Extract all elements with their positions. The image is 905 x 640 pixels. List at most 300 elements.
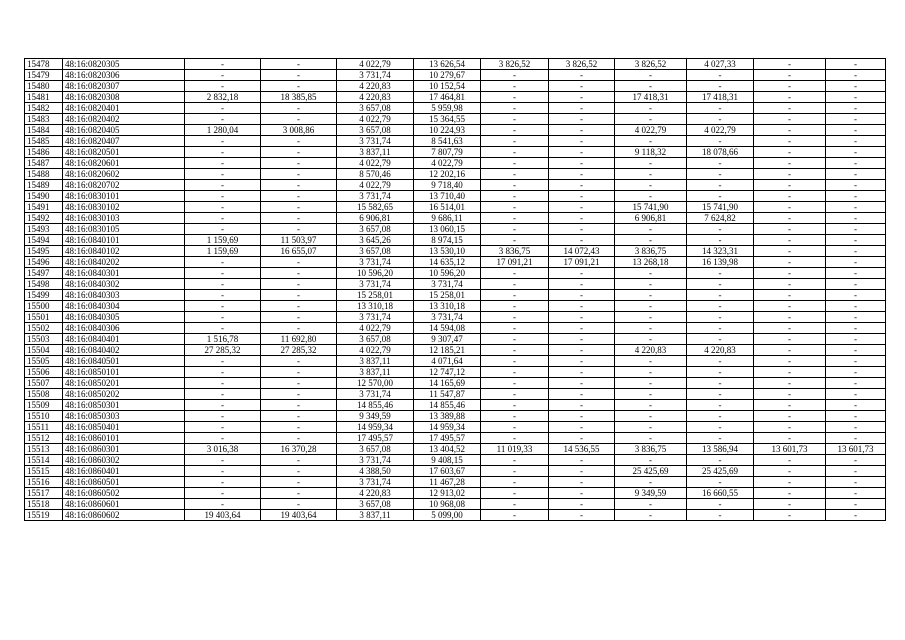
cell-value-1: - — [185, 224, 261, 235]
cell-value-9: - — [754, 81, 826, 92]
cell-cadastral-number: 48:16:0820401 — [63, 103, 185, 114]
cell-row-number: 15486 — [25, 147, 63, 158]
cell-value-2: - — [261, 224, 337, 235]
cell-value-2: - — [261, 301, 337, 312]
table-row — [25, 81, 886, 92]
cell-value-4: 10 152,54 — [414, 81, 481, 92]
cell-value-8: 16 139,98 — [687, 257, 754, 268]
cell-value-6: - — [549, 103, 615, 114]
cell-value-6: - — [549, 224, 615, 235]
cell-value-10: - — [826, 114, 886, 125]
cell-row-number: 15512 — [25, 433, 63, 444]
cell-value-4: 14 635,12 — [414, 257, 481, 268]
cell-value-7: - — [615, 510, 687, 521]
cell-value-5: - — [481, 180, 549, 191]
cell-value-7: 15 741,90 — [615, 202, 687, 213]
cell-value-2: - — [261, 356, 337, 367]
cell-value-2: - — [261, 202, 337, 213]
table-row — [25, 422, 886, 433]
cell-cadastral-number: 48:16:0840501 — [63, 356, 185, 367]
cell-value-5: - — [481, 367, 549, 378]
table-row — [25, 367, 886, 378]
cell-value-7: 13 268,18 — [615, 257, 687, 268]
cell-value-8: - — [687, 422, 754, 433]
cell-value-4: 14 594,08 — [414, 323, 481, 334]
cell-row-number: 15509 — [25, 400, 63, 411]
table-row — [25, 345, 886, 356]
cell-value-1: - — [185, 411, 261, 422]
cell-value-7: 6 906,81 — [615, 213, 687, 224]
cell-value-3: 4 220,83 — [337, 81, 414, 92]
cell-value-10: - — [826, 499, 886, 510]
cell-value-1: - — [185, 169, 261, 180]
cell-row-number: 15478 — [25, 59, 63, 70]
cell-value-5: - — [481, 510, 549, 521]
cell-value-2: - — [261, 488, 337, 499]
cell-value-1: 1 159,69 — [185, 246, 261, 257]
table-row — [25, 246, 886, 257]
cell-value-1: - — [185, 455, 261, 466]
cell-value-6: - — [549, 411, 615, 422]
cell-value-6: - — [549, 499, 615, 510]
cell-value-7: 4 220,83 — [615, 345, 687, 356]
table-row — [25, 279, 886, 290]
table-row — [25, 136, 886, 147]
cell-value-6: - — [549, 235, 615, 246]
cell-value-4: 5 099,00 — [414, 510, 481, 521]
cell-value-8: - — [687, 477, 754, 488]
table-row — [25, 466, 886, 477]
cell-value-3: 4 022,79 — [337, 59, 414, 70]
cell-value-7: - — [615, 301, 687, 312]
cell-value-8: - — [687, 411, 754, 422]
cell-value-4: 5 959,98 — [414, 103, 481, 114]
cell-cadastral-number: 48:16:0820407 — [63, 136, 185, 147]
cell-value-10: - — [826, 466, 886, 477]
table-row — [25, 158, 886, 169]
cell-value-9: - — [754, 158, 826, 169]
cell-value-5: - — [481, 224, 549, 235]
cell-value-2: 16 655,07 — [261, 246, 337, 257]
cell-value-5: - — [481, 158, 549, 169]
cell-cadastral-number: 48:16:0860301 — [63, 444, 185, 455]
cell-value-6: - — [549, 290, 615, 301]
cell-cadastral-number: 48:16:0820306 — [63, 70, 185, 81]
cell-value-7: - — [615, 103, 687, 114]
cell-value-7: - — [615, 334, 687, 345]
cell-value-8: - — [687, 136, 754, 147]
cell-value-9: - — [754, 235, 826, 246]
cell-cadastral-number: 48:16:0820307 — [63, 81, 185, 92]
cell-value-2: - — [261, 213, 337, 224]
table-row — [25, 488, 886, 499]
cell-value-8: - — [687, 180, 754, 191]
cell-value-2: - — [261, 455, 337, 466]
cell-cadastral-number: 48:16:0850202 — [63, 389, 185, 400]
cell-value-10: - — [826, 147, 886, 158]
cell-value-6: - — [549, 202, 615, 213]
cell-value-2: 18 385,85 — [261, 92, 337, 103]
cell-value-1: - — [185, 466, 261, 477]
cell-value-1: 27 285,32 — [185, 345, 261, 356]
cell-value-3: 3 657,08 — [337, 444, 414, 455]
cell-value-3: 4 022,79 — [337, 345, 414, 356]
cell-cadastral-number: 48:16:0820601 — [63, 158, 185, 169]
cell-value-1: - — [185, 279, 261, 290]
cell-value-8: - — [687, 433, 754, 444]
cell-row-number: 15500 — [25, 301, 63, 312]
cell-value-9: - — [754, 510, 826, 521]
cell-value-9: - — [754, 400, 826, 411]
cell-value-1: - — [185, 257, 261, 268]
table-row — [25, 334, 886, 345]
cell-value-6: - — [549, 81, 615, 92]
cell-value-8: 15 741,90 — [687, 202, 754, 213]
cell-value-1: - — [185, 114, 261, 125]
cell-value-9: - — [754, 455, 826, 466]
cell-value-6: - — [549, 477, 615, 488]
cell-value-10: - — [826, 235, 886, 246]
cell-value-6: - — [549, 378, 615, 389]
cell-value-7: - — [615, 455, 687, 466]
cell-value-9: - — [754, 422, 826, 433]
cell-value-9: - — [754, 59, 826, 70]
cell-value-10: - — [826, 257, 886, 268]
cell-value-2: - — [261, 499, 337, 510]
cell-value-10: - — [826, 411, 886, 422]
cell-value-1: - — [185, 70, 261, 81]
cell-cadastral-number: 48:16:0840401 — [63, 334, 185, 345]
cell-value-5: - — [481, 213, 549, 224]
cell-cadastral-number: 48:16:0820405 — [63, 125, 185, 136]
cell-value-7: - — [615, 224, 687, 235]
cell-value-9: - — [754, 323, 826, 334]
cell-value-8: 4 027,33 — [687, 59, 754, 70]
cell-row-number: 15506 — [25, 367, 63, 378]
cell-value-2: 19 403,64 — [261, 510, 337, 521]
cell-value-5: - — [481, 345, 549, 356]
cell-value-10: - — [826, 136, 886, 147]
cell-value-6: - — [549, 169, 615, 180]
cell-value-3: 12 570,00 — [337, 378, 414, 389]
cell-value-5: - — [481, 114, 549, 125]
cell-value-6: - — [549, 334, 615, 345]
cell-value-9: - — [754, 389, 826, 400]
cell-cadastral-number: 48:16:0860601 — [63, 499, 185, 510]
cell-value-1: - — [185, 202, 261, 213]
cell-value-5: - — [481, 400, 549, 411]
cell-row-number: 15481 — [25, 92, 63, 103]
cell-value-4: 11 467,28 — [414, 477, 481, 488]
cell-value-7: 3 836,75 — [615, 246, 687, 257]
cell-cadastral-number: 48:16:0830103 — [63, 213, 185, 224]
cell-value-4: 17 603,67 — [414, 466, 481, 477]
cell-row-number: 15497 — [25, 268, 63, 279]
cell-row-number: 15490 — [25, 191, 63, 202]
cell-value-1: - — [185, 103, 261, 114]
cell-value-10: - — [826, 224, 886, 235]
cell-value-7: - — [615, 367, 687, 378]
cell-value-8: - — [687, 114, 754, 125]
cell-cadastral-number: 48:16:0850201 — [63, 378, 185, 389]
cell-value-5: - — [481, 422, 549, 433]
cell-value-6: 3 826,52 — [549, 59, 615, 70]
cell-value-7: - — [615, 191, 687, 202]
cell-value-10: - — [826, 422, 886, 433]
cell-value-2: 11 692,80 — [261, 334, 337, 345]
cell-value-4: 17 464,81 — [414, 92, 481, 103]
cell-value-5: - — [481, 488, 549, 499]
cell-value-6: - — [549, 158, 615, 169]
cell-value-8: - — [687, 268, 754, 279]
table-row — [25, 125, 886, 136]
cell-value-9: - — [754, 70, 826, 81]
cell-value-8: - — [687, 323, 754, 334]
cell-value-9: - — [754, 246, 826, 257]
cell-value-9: - — [754, 268, 826, 279]
cell-value-3: 3 731,74 — [337, 312, 414, 323]
cell-value-2: - — [261, 389, 337, 400]
cell-value-3: 3 657,08 — [337, 125, 414, 136]
cell-value-9: - — [754, 169, 826, 180]
table-row — [25, 444, 886, 455]
cell-value-3: 13 310,18 — [337, 301, 414, 312]
cell-cadastral-number: 48:16:0820308 — [63, 92, 185, 103]
cell-value-5: 11 019,33 — [481, 444, 549, 455]
cell-value-2: - — [261, 400, 337, 411]
cell-value-3: 14 959,34 — [337, 422, 414, 433]
cell-row-number: 15516 — [25, 477, 63, 488]
cell-value-5: - — [481, 499, 549, 510]
cell-value-9: - — [754, 136, 826, 147]
cell-value-2: - — [261, 312, 337, 323]
cell-value-4: 12 747,12 — [414, 367, 481, 378]
cell-value-6: - — [549, 433, 615, 444]
cell-cadastral-number: 48:16:0820602 — [63, 169, 185, 180]
cell-cadastral-number: 48:16:0860302 — [63, 455, 185, 466]
cell-value-9: - — [754, 279, 826, 290]
cell-value-4: 14 959,34 — [414, 422, 481, 433]
table-row — [25, 411, 886, 422]
cell-row-number: 15513 — [25, 444, 63, 455]
cell-value-8: - — [687, 334, 754, 345]
cell-value-3: 15 582,65 — [337, 202, 414, 213]
cell-value-2: 3 008,86 — [261, 125, 337, 136]
cell-value-3: 14 855,46 — [337, 400, 414, 411]
cell-value-5: - — [481, 389, 549, 400]
cell-row-number: 15507 — [25, 378, 63, 389]
cell-value-6: - — [549, 422, 615, 433]
cell-value-1: - — [185, 180, 261, 191]
cell-value-4: 12 913,02 — [414, 488, 481, 499]
table-row — [25, 433, 886, 444]
table-row — [25, 202, 886, 213]
cell-value-6: - — [549, 70, 615, 81]
cell-value-9: - — [754, 114, 826, 125]
cell-value-8: - — [687, 510, 754, 521]
cell-value-7: - — [615, 235, 687, 246]
cell-value-8: 4 220,83 — [687, 345, 754, 356]
cell-value-9: - — [754, 433, 826, 444]
cell-value-1: - — [185, 389, 261, 400]
cell-cadastral-number: 48:16:0820402 — [63, 114, 185, 125]
cell-value-6: - — [549, 466, 615, 477]
cell-value-9: - — [754, 488, 826, 499]
cell-cadastral-number: 48:16:0830101 — [63, 191, 185, 202]
cell-value-1: - — [185, 213, 261, 224]
table-row — [25, 180, 886, 191]
table-row — [25, 356, 886, 367]
cell-row-number: 15511 — [25, 422, 63, 433]
cell-value-6: 14 072,43 — [549, 246, 615, 257]
cell-row-number: 15489 — [25, 180, 63, 191]
cell-row-number: 15488 — [25, 169, 63, 180]
cell-cadastral-number: 48:16:0840402 — [63, 345, 185, 356]
cell-value-10: - — [826, 488, 886, 499]
cell-value-9: - — [754, 301, 826, 312]
cell-value-9: - — [754, 411, 826, 422]
cell-value-3: 4 022,79 — [337, 158, 414, 169]
cell-value-4: 15 258,01 — [414, 290, 481, 301]
cell-value-10: - — [826, 59, 886, 70]
cell-value-10: - — [826, 246, 886, 257]
cell-value-3: 3 731,74 — [337, 477, 414, 488]
cell-value-4: 9 686,11 — [414, 213, 481, 224]
cell-value-9: - — [754, 378, 826, 389]
table-row — [25, 235, 886, 246]
cell-value-2: - — [261, 81, 337, 92]
cell-value-7: - — [615, 499, 687, 510]
cell-row-number: 15508 — [25, 389, 63, 400]
table-row — [25, 323, 886, 334]
cell-value-3: 3 731,74 — [337, 136, 414, 147]
cell-value-1: - — [185, 158, 261, 169]
cell-value-10: - — [826, 301, 886, 312]
cell-cadastral-number: 48:16:0850101 — [63, 367, 185, 378]
cell-value-8: 14 323,31 — [687, 246, 754, 257]
cell-row-number: 15482 — [25, 103, 63, 114]
cell-row-number: 15515 — [25, 466, 63, 477]
cell-value-3: 8 570,46 — [337, 169, 414, 180]
cell-value-3: 4 220,83 — [337, 92, 414, 103]
cell-value-5: - — [481, 433, 549, 444]
cell-value-10: 13 601,73 — [826, 444, 886, 455]
cell-value-8: - — [687, 400, 754, 411]
cell-value-3: 3 657,08 — [337, 246, 414, 257]
cell-row-number: 15483 — [25, 114, 63, 125]
cell-value-10: - — [826, 180, 886, 191]
cell-value-6: - — [549, 191, 615, 202]
cell-value-7: 4 022,79 — [615, 125, 687, 136]
cell-row-number: 15499 — [25, 290, 63, 301]
cell-value-4: 15 364,55 — [414, 114, 481, 125]
cell-value-7: - — [615, 180, 687, 191]
cell-value-4: 16 514,01 — [414, 202, 481, 213]
cell-value-4: 11 547,87 — [414, 389, 481, 400]
cell-value-8: - — [687, 103, 754, 114]
table-row — [25, 312, 886, 323]
cell-value-7: - — [615, 290, 687, 301]
table-row — [25, 499, 886, 510]
cell-row-number: 15504 — [25, 345, 63, 356]
cell-value-8: - — [687, 312, 754, 323]
cell-row-number: 15501 — [25, 312, 63, 323]
cell-value-5: - — [481, 378, 549, 389]
cell-value-5: - — [481, 202, 549, 213]
cell-value-9: - — [754, 224, 826, 235]
cell-value-4: 12 202,16 — [414, 169, 481, 180]
cell-value-5: - — [481, 169, 549, 180]
cell-value-1: - — [185, 301, 261, 312]
cell-value-9: 13 601,73 — [754, 444, 826, 455]
cell-value-4: 13 626,54 — [414, 59, 481, 70]
cell-row-number: 15491 — [25, 202, 63, 213]
cell-cadastral-number: 48:16:0850303 — [63, 411, 185, 422]
cell-value-7: - — [615, 136, 687, 147]
table-row — [25, 477, 886, 488]
cell-value-10: - — [826, 345, 886, 356]
cell-value-5: - — [481, 411, 549, 422]
cell-value-4: 10 596,20 — [414, 268, 481, 279]
cell-value-3: 3 731,74 — [337, 257, 414, 268]
cell-value-5: - — [481, 191, 549, 202]
cell-cadastral-number: 48:16:0840304 — [63, 301, 185, 312]
cell-value-10: - — [826, 125, 886, 136]
cell-value-1: 1 280,04 — [185, 125, 261, 136]
cell-value-9: - — [754, 191, 826, 202]
cell-value-6: - — [549, 180, 615, 191]
cell-value-5: - — [481, 147, 549, 158]
table-row — [25, 510, 886, 521]
cell-value-6: - — [549, 268, 615, 279]
cell-value-1: - — [185, 312, 261, 323]
cell-value-2: 11 503,97 — [261, 235, 337, 246]
cell-value-9: - — [754, 356, 826, 367]
cell-value-8: - — [687, 378, 754, 389]
table-row — [25, 257, 886, 268]
cell-value-10: - — [826, 312, 886, 323]
cell-value-9: - — [754, 466, 826, 477]
cell-value-5: - — [481, 279, 549, 290]
cell-value-3: 3 731,74 — [337, 70, 414, 81]
cell-value-10: - — [826, 433, 886, 444]
cell-value-7: - — [615, 356, 687, 367]
cell-value-5: - — [481, 301, 549, 312]
cell-value-1: - — [185, 367, 261, 378]
cell-value-1: - — [185, 488, 261, 499]
cell-value-10: - — [826, 158, 886, 169]
cell-row-number: 15496 — [25, 257, 63, 268]
cell-value-3: 3 731,74 — [337, 279, 414, 290]
cell-value-8: - — [687, 235, 754, 246]
cell-value-2: - — [261, 70, 337, 81]
cell-value-9: - — [754, 125, 826, 136]
cell-value-3: 9 349,59 — [337, 411, 414, 422]
cell-value-8: - — [687, 301, 754, 312]
cell-value-10: - — [826, 334, 886, 345]
table-row — [25, 378, 886, 389]
cell-value-3: 3 837,11 — [337, 147, 414, 158]
table-row — [25, 455, 886, 466]
table-row — [25, 400, 886, 411]
cell-value-8: - — [687, 169, 754, 180]
cell-cadastral-number: 48:16:0830105 — [63, 224, 185, 235]
cell-value-6: - — [549, 488, 615, 499]
cell-value-5: - — [481, 81, 549, 92]
cell-value-2: - — [261, 433, 337, 444]
cell-value-1: - — [185, 191, 261, 202]
cell-value-10: - — [826, 378, 886, 389]
